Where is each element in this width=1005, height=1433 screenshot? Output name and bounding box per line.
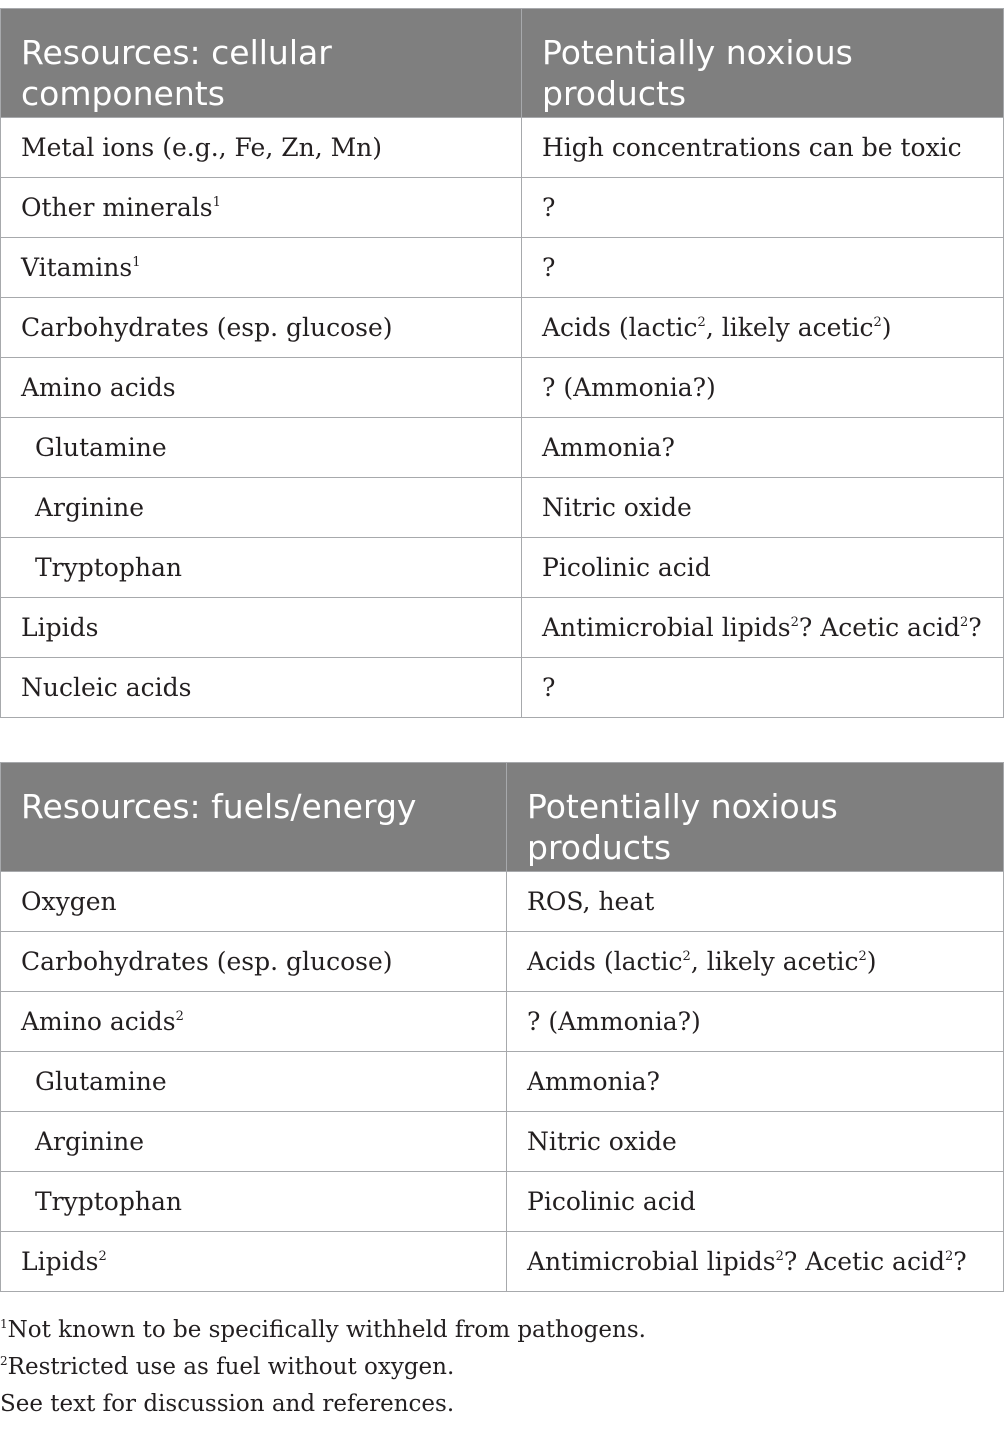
footnote: [0, 1312, 1000, 1349]
footnote-mark: 2: [790, 615, 799, 630]
product-text: ? Acetic acid: [798, 613, 960, 642]
footnote-text: See text for discussion and references.: [0, 1391, 455, 1417]
footnote-mark: 2: [858, 949, 867, 964]
footnote-mark: 2: [944, 1249, 954, 1264]
product-text: ): [881, 313, 892, 342]
footnote-mark: 2: [697, 315, 706, 330]
resource-text: Amino acids: [21, 1007, 176, 1036]
resource-text: Vitamins: [21, 253, 133, 282]
table-row: [1, 418, 1004, 478]
column-header-resource: Resources: fuels/energy: [1, 763, 507, 872]
product-cell: Ammonia?: [507, 1052, 1004, 1112]
footnote-text: Restricted use as fuel without oxygen.: [7, 1354, 455, 1380]
table-row: [1, 118, 1004, 178]
table-row: [1, 1052, 1004, 1112]
resource-text: Lipids: [21, 1247, 99, 1276]
product-cell: ? (Ammonia?): [507, 992, 1004, 1052]
product-text: ): [866, 947, 877, 976]
footnote-mark: 1: [0, 1317, 8, 1331]
product-cell: Nitric oxide: [522, 478, 1004, 538]
column-header-resource: Resources: cellular components: [1, 9, 522, 118]
product-text: ?: [953, 1247, 967, 1276]
product-text: , likely acetic: [705, 313, 874, 342]
footnote: [0, 1349, 1000, 1386]
resource-cell: Carbohydrates (esp. glucose): [1, 298, 522, 358]
resource-text: Other minerals: [21, 193, 213, 222]
resource-cell: [1, 992, 507, 1052]
product-text: , likely acetic: [690, 947, 859, 976]
footnote-text: Not known to be specifically withheld from pathogens.: [7, 1317, 646, 1343]
product-cell: High concentrations can be toxic: [522, 118, 1004, 178]
product-cell: ? (Ammonia?): [522, 358, 1004, 418]
product-text: ?: [968, 613, 982, 642]
resource-cell-indented: Glutamine: [1, 418, 522, 478]
resource-cell: [1, 178, 522, 238]
footnote-mark: 2: [175, 1009, 184, 1024]
table-row: [1, 872, 1004, 932]
product-cell: ROS, heat: [507, 872, 1004, 932]
resource-cell: Lipids: [1, 598, 522, 658]
resource-cell: Nucleic acids: [1, 658, 522, 718]
table-row: [1, 538, 1004, 598]
resource-cell: Oxygen: [1, 872, 507, 932]
product-cell: Nitric oxide: [507, 1112, 1004, 1172]
product-cell: ?: [522, 178, 1004, 238]
product-cell: Ammonia?: [522, 418, 1004, 478]
product-text: Antimicrobial lipids: [542, 613, 791, 642]
product-text: Acids (lactic: [527, 947, 683, 976]
header-row: [1, 9, 1004, 118]
column-header-products: Potentially noxious products: [522, 9, 1004, 118]
product-cell: [507, 1232, 1004, 1292]
product-cell: [522, 598, 1004, 658]
footnote-mark: 2: [682, 949, 691, 964]
product-cell: [522, 298, 1004, 358]
footnote-mark: 2: [959, 615, 969, 630]
product-cell: Picolinic acid: [507, 1172, 1004, 1232]
resource-cell: [1, 1232, 507, 1292]
footnote-mark: 1: [212, 195, 221, 210]
footnote-mark: 2: [0, 1354, 8, 1368]
table-row: [1, 1112, 1004, 1172]
table-row: [1, 298, 1004, 358]
table-row: [1, 178, 1004, 238]
cellular-components-table: [0, 8, 1004, 718]
column-header-products: Potentially noxious products: [507, 763, 1004, 872]
table-row: [1, 932, 1004, 992]
header-row: [1, 763, 1004, 872]
product-text: ? Acetic acid: [783, 1247, 945, 1276]
table-row: [1, 1172, 1004, 1232]
footnote: [0, 1386, 1000, 1423]
footnote-mark: 2: [98, 1249, 107, 1264]
table-footnotes: [0, 1312, 1000, 1423]
resource-cell-indented: Arginine: [1, 1112, 507, 1172]
resource-cell-indented: Arginine: [1, 478, 522, 538]
product-cell: ?: [522, 658, 1004, 718]
resource-cell: Carbohydrates (esp. glucose): [1, 932, 507, 992]
product-cell: Picolinic acid: [522, 538, 1004, 598]
fuels-energy-table: [0, 762, 1004, 1292]
product-text: Antimicrobial lipids: [527, 1247, 776, 1276]
table-row: [1, 992, 1004, 1052]
resource-cell: [1, 238, 522, 298]
resource-cell-indented: Tryptophan: [1, 538, 522, 598]
table-row: [1, 358, 1004, 418]
table-row: [1, 658, 1004, 718]
footnote-mark: 2: [873, 315, 882, 330]
product-cell: ?: [522, 238, 1004, 298]
footnote-mark: 1: [132, 255, 141, 270]
footnote-mark: 2: [775, 1249, 784, 1264]
product-text: Acids (lactic: [542, 313, 698, 342]
resource-cell: Metal ions (e.g., Fe, Zn, Mn): [1, 118, 522, 178]
resource-cell-indented: Tryptophan: [1, 1172, 507, 1232]
product-cell: [507, 932, 1004, 992]
table-row: [1, 1232, 1004, 1292]
table-row: [1, 478, 1004, 538]
table-row: [1, 598, 1004, 658]
resource-cell-indented: Glutamine: [1, 1052, 507, 1112]
resource-cell: Amino acids: [1, 358, 522, 418]
table-row: [1, 238, 1004, 298]
